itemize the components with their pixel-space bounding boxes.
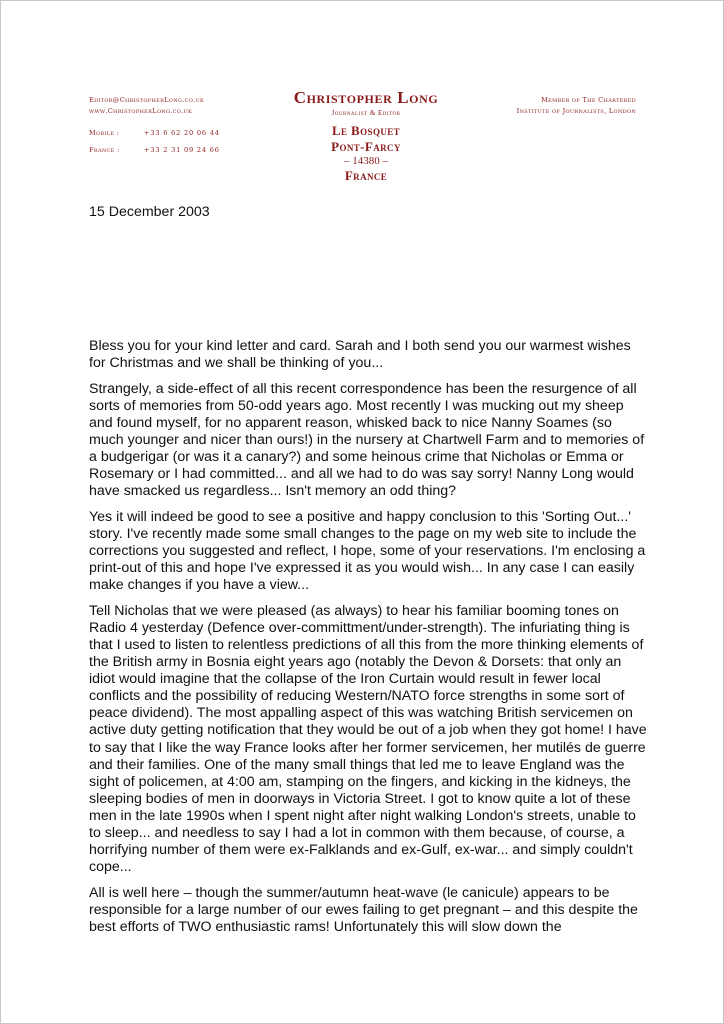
letterhead-membership <box>456 95 636 117</box>
paragraph: Strangely, a side-effect of all this recent correspondence has been the resurgence of all sorts of memories from 50-odd years ago. Most recently I was mucking out my sheep and found myself, for no apparent reason, whisked back to nice Nanny Soames (so much younger and nicer than ours!) in the nursery at Chartwell Farm and to memories of a budgerigar (or was it a canary?) and some heinous crime that Nicholas or Emma or Rosemary or I had committed... and all we had to do was say sorry! Nanny Long would have smacked us regardless... Isn't memory an odd thing? <box>89 380 645 500</box>
phone-list <box>89 125 259 159</box>
letterhead-identity <box>263 87 469 184</box>
phone-row-mobile <box>89 125 259 142</box>
website-address[interactable]: www.ChristopherLong.co.uk <box>89 107 193 115</box>
sender-role: Journalist & Editor <box>331 109 401 117</box>
phone-label: Mobile : <box>89 129 120 137</box>
letter-body <box>89 338 649 945</box>
address-country: France <box>344 168 388 183</box>
phone-label: France : <box>89 146 120 154</box>
letterhead-contact <box>89 95 259 159</box>
phone-number: +33 6 62 20 06 44 <box>144 129 220 137</box>
phone-number: +33 2 31 09 24 66 <box>144 146 220 154</box>
phone-row-france <box>89 142 259 159</box>
membership-line: Institute of Journalists, London <box>516 107 636 115</box>
address-line: Le Bosquet <box>331 123 401 138</box>
paragraph: All is well here – though the summer/autumn heat-wave (le canicule) appears to be responsible for a large number of our ewes failing to get pregnant – and this despite the best efforts of TWO enthusiastic rams! Unfortunately this will slow down the <box>89 884 638 935</box>
address-line: Pont-Farcy <box>331 139 401 154</box>
paragraph: Bless you for your kind letter and card. Sarah and I both send you our warmest wishes for Christmas and we shall be thinking of you... <box>89 338 631 372</box>
paragraph: Tell Nicholas that we were pleased (as always) to hear his familiar booming tones on Radio 4 yesterday (Defence over-committment/under-strength). The infuriating thing is that I used to listen to relentless predictions of all this from the more thinking elements of the British army in Bosnia eight years ago (notably the Devon & Dorsets: that only an idiot would imagine that the collapse of the Iron Curtain would result in fewer local conflicts and the possibility of reducing Western/NATO force strengths in some sort of peace dividend). The most appalling aspect of this was watching British servicemen on active duty getting notification that they would be out of a job when they got home! I have to say that I like the way France looks after her former servicemen, her mutilés de guerre and their families. One of the many small things that led me to leave England was the sight of policemen, at 4:00 am, stamping on the fingers, and kicking in the kidneys, the sleeping bodies of men in doorways in Victoria Street. I got to know quite a lot of these men in the late 1990s when I spent night after night walking London's streets, unable to to sleep... and needless to say I had a lot in common with them because, of course, a horrifying number of them were ex-Falklands and ex-Gulf, ex-war... and simply couldn't cope... <box>89 602 647 876</box>
membership-line: Member of The Chartered <box>541 96 636 104</box>
sender-name: Christopher Long <box>293 88 439 107</box>
letter-date: 15 December 2003 <box>89 204 210 220</box>
address-postcode: – 14380 – <box>344 155 388 167</box>
paragraph: Yes it will indeed be good to see a positive and happy conclusion to this 'Sorting Out...' story. I've recently made some small changes to the page on my web site to include the corrections you suggested and reflect, I hope, some of your reservations. I'm enclosing a print-out of this and hope I've expressed it as you would wish... In any case I can easily make changes if you have a view... <box>89 508 646 594</box>
email-address[interactable]: Editor@ChristopherLong.co.uk <box>89 96 205 104</box>
